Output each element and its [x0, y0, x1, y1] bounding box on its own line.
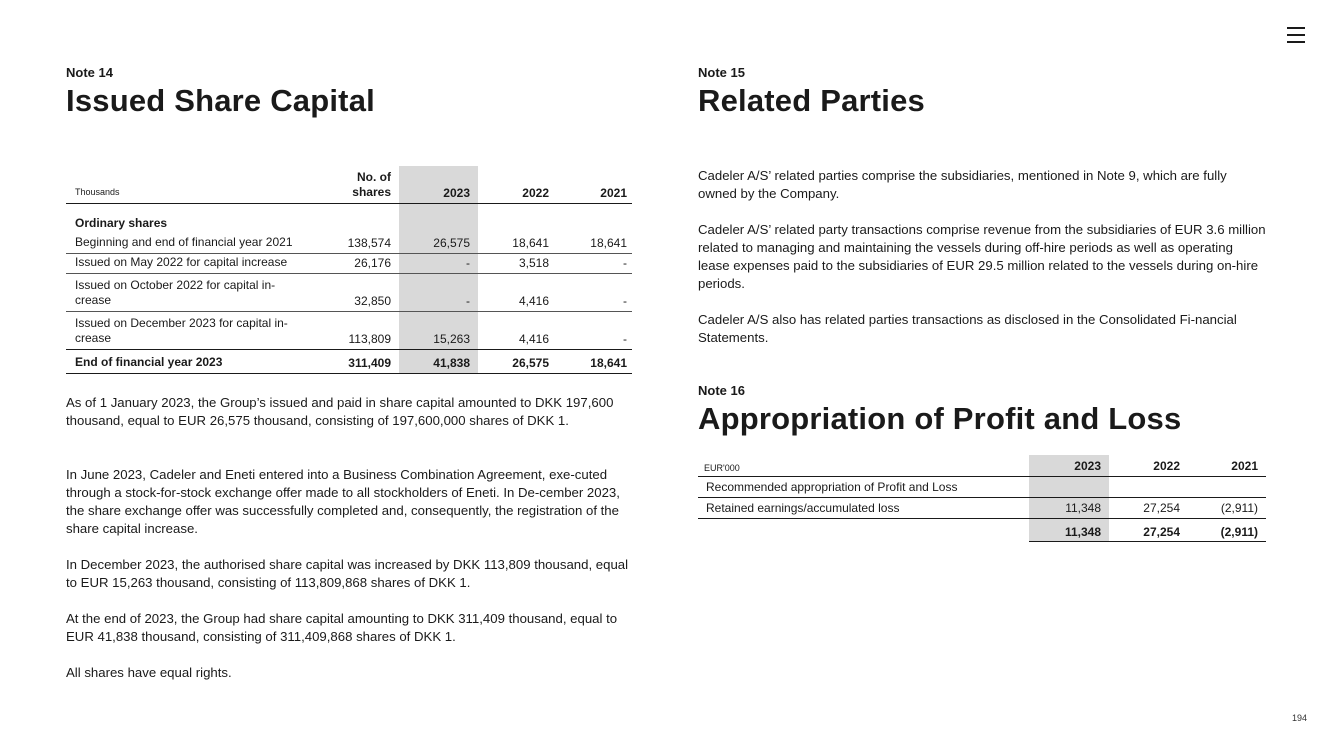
menu-icon[interactable] [1287, 27, 1305, 45]
table-header-row [698, 455, 1266, 477]
paragraph: In June 2023, Cadeler and Eneti entered into a Business Combination Agreement, exe-cuted through a stock-for-stock exchange offer made to all stockholders of Eneti. In De-cember 2023, the share exchange offer was successfully completed and, consequently, the registration of the share capital increase. [66, 467, 620, 536]
note-15-label: Note 15 [698, 65, 745, 80]
col-2021-header: 2021 [600, 186, 627, 200]
profit-loss-table [698, 455, 1266, 542]
note-15-title: Related Parties [698, 83, 925, 118]
paragraph: Cadeler A/S’ related parties comprise the subsidiaries, mentioned in Note 9, which are fully owned by the Company. [698, 168, 1227, 201]
col-2022-header: 2022 [522, 186, 549, 200]
section-label: Ordinary shares [75, 216, 168, 230]
section-row [698, 477, 1266, 498]
unit-label: EUR'000 [704, 463, 740, 473]
paragraph: In December 2023, the authorised share capital was increased by DKK 113,809 thousand, equal to EUR 15,263 thousand, consisting of 113,809,868 shares of DKK 1. [66, 557, 629, 590]
table-row: Issued on May 2022 for capital increase 26,176 - 3,518 - [66, 254, 632, 274]
total-row: End of financial year 2023 311,409 41,838 26,575 18,641 [66, 350, 632, 374]
paragraph: As of 1 January 2023, the Group’s issued and paid in share capital amounted to DKK 197,600 thousand, equal to EUR 26,575 thousand, consisting of 197,600,000 shares of DKK 1. [66, 395, 614, 428]
page-number: 194 [1291, 713, 1307, 723]
note-14-label: Note 14 [66, 65, 113, 80]
section-label: Recommended appropriation of Profit and Loss [706, 480, 958, 494]
section-row [66, 204, 632, 234]
paragraph: At the end of 2023, the Group had share capital amounting to DKK 311,409 thousand, equal to EUR 41,838 thousand, consisting of 311,409,868 shares of DKK 1. [66, 611, 618, 644]
table-row: Issued on December 2023 for capital in- crease 113,809 15,263 4,416 - [66, 312, 632, 350]
note-14-title: Issued Share Capital [66, 83, 375, 118]
col-2023-header: 2023 [1074, 459, 1101, 473]
col-2021-header: 2021 [1231, 459, 1258, 473]
paragraph: Cadeler A/S’ related party transactions comprise revenue from the subsidiaries of EUR 3.6 million related to managing and maintaining the vessels during off-hire periods as well as operating lease expenses paid to the subsidiaries of EUR 29.5 million related to the vessels during on-hire periods. [698, 222, 1266, 291]
share-capital-table [66, 166, 632, 374]
col-2023-header: 2023 [443, 186, 470, 200]
table-row: Issued on October 2022 for capital in- crease 32,850 - 4,416 - [66, 274, 632, 312]
table-row: Beginning and end of financial year 2021 138,574 26,575 18,641 18,641 [66, 234, 632, 254]
paragraph: All shares have equal rights. [66, 665, 232, 680]
table-row: Retained earnings/accumulated loss 11,348 27,254 (2,911) [698, 498, 1266, 519]
paragraph: Cadeler A/S also has related parties transactions as disclosed in the Consolidated Fi-nancial Statements. [698, 312, 1237, 345]
note-16-label: Note 16 [698, 383, 745, 398]
unit-label: Thousands [75, 187, 120, 197]
col-shares-header: No. of shares [352, 170, 391, 199]
total-row: 11,348 27,254 (2,911) [698, 519, 1266, 542]
table-header-row [66, 166, 632, 204]
col-2022-header: 2022 [1153, 459, 1180, 473]
note-16-title: Appropriation of Profit and Loss [698, 401, 1182, 436]
